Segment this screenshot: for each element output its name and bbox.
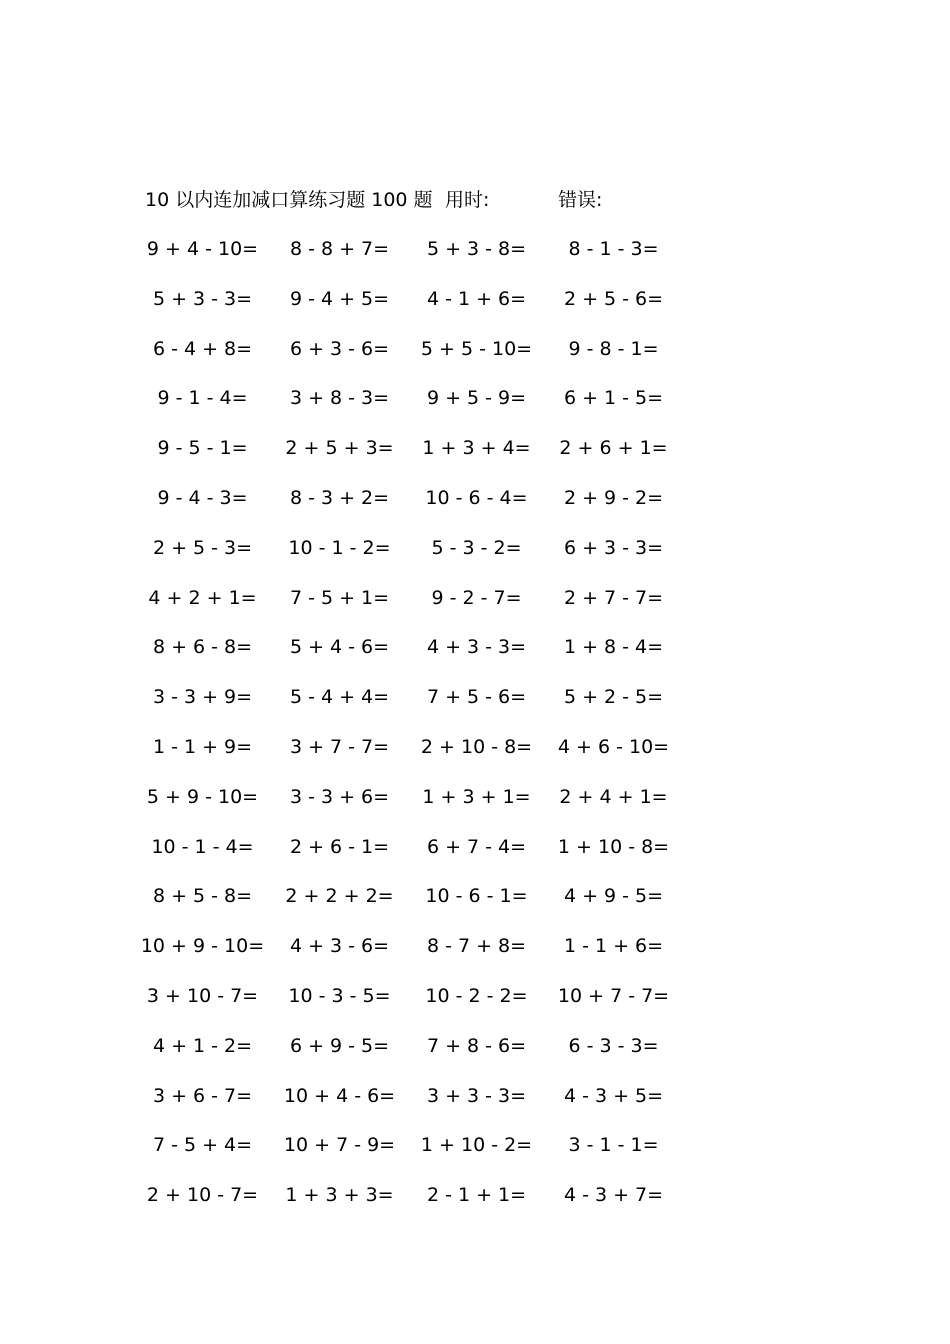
- problem-item: 3 - 1 - 1=: [568, 1134, 659, 1157]
- problem-item: 1 + 10 - 8=: [557, 835, 670, 858]
- problem-item: 3 + 10 - 7=: [146, 984, 259, 1007]
- problem-item: 4 - 3 + 7=: [563, 1184, 664, 1207]
- problem-item: 2 + 7 - 7=: [563, 586, 664, 609]
- problem-item: 1 + 3 + 3=: [285, 1184, 394, 1207]
- problem-item: 5 + 5 - 10=: [420, 337, 533, 360]
- problem-row: [140, 634, 740, 684]
- problem-item: 2 + 5 - 3=: [152, 536, 253, 559]
- problem-item: 9 - 4 + 5=: [289, 287, 390, 310]
- problem-item: 9 + 4 - 10=: [146, 238, 259, 260]
- problem-item: 6 + 3 - 3=: [563, 536, 664, 559]
- problem-item: 10 + 9 - 10=: [140, 935, 265, 958]
- problem-item: 3 + 7 - 7=: [289, 735, 390, 758]
- problem-item: 6 + 1 - 5=: [563, 387, 664, 410]
- problem-item: 9 - 2 - 7=: [431, 586, 522, 609]
- problem-item: 1 + 3 + 1=: [422, 785, 531, 808]
- problem-item: 10 - 3 - 5=: [288, 984, 391, 1007]
- problem-item: 10 + 7 - 9=: [283, 1134, 396, 1157]
- problem-item: 1 + 8 - 4=: [563, 636, 664, 659]
- problem-item: 10 - 1 - 2=: [288, 536, 391, 559]
- problem-item: 2 + 5 - 6=: [563, 287, 664, 310]
- problem-item: 6 - 4 + 8=: [152, 337, 253, 360]
- error-count-label: 错误:: [558, 189, 603, 211]
- problem-item: 7 - 5 + 1=: [289, 586, 390, 609]
- problem-item: 8 - 3 + 2=: [289, 486, 390, 509]
- problem-item: 9 - 8 - 1=: [568, 337, 659, 360]
- problem-item: 5 + 3 - 3=: [152, 287, 253, 310]
- problem-item: 6 + 3 - 6=: [289, 337, 390, 360]
- problem-item: 2 + 6 - 1=: [289, 835, 390, 858]
- problem-grid: [140, 236, 740, 1232]
- problem-item: 4 + 9 - 5=: [563, 885, 664, 908]
- problem-item: 9 + 5 - 9=: [426, 387, 527, 410]
- problem-row: [140, 286, 740, 336]
- problem-item: 3 + 3 - 3=: [426, 1084, 527, 1107]
- problem-item: 4 - 1 + 6=: [426, 287, 527, 310]
- problem-item: 10 - 6 - 1=: [425, 885, 528, 908]
- problem-item: 10 + 7 - 7=: [557, 984, 670, 1007]
- problem-item: 5 + 4 - 6=: [289, 636, 390, 659]
- problem-item: 8 - 8 + 7=: [289, 238, 390, 260]
- problem-row: [140, 1182, 740, 1232]
- problem-row: [140, 1033, 740, 1083]
- problem-item: 9 - 5 - 1=: [157, 437, 248, 460]
- problem-item: 1 - 1 + 6=: [563, 935, 664, 958]
- problem-item: 5 - 3 - 2=: [431, 536, 522, 559]
- problem-item: 2 + 10 - 7=: [146, 1184, 259, 1207]
- problem-item: 4 + 3 - 3=: [426, 636, 527, 659]
- problem-item: 5 - 4 + 4=: [289, 686, 390, 709]
- problem-item: 6 - 3 - 3=: [568, 1034, 659, 1057]
- problem-item: 3 - 3 + 6=: [289, 785, 390, 808]
- problem-item: 9 - 4 - 3=: [157, 486, 248, 509]
- problem-item: 5 + 3 - 8=: [426, 238, 527, 260]
- problem-item: 5 + 2 - 5=: [563, 686, 664, 709]
- problem-item: 8 - 1 - 3=: [568, 238, 659, 260]
- problem-item: 1 + 10 - 2=: [420, 1134, 533, 1157]
- problem-row: [140, 485, 740, 535]
- problem-item: 2 + 6 + 1=: [559, 437, 668, 460]
- problem-item: 4 + 3 - 6=: [289, 935, 390, 958]
- problem-item: 7 + 5 - 6=: [426, 686, 527, 709]
- problem-item: 9 - 1 - 4=: [157, 387, 248, 410]
- problem-item: 5 + 9 - 10=: [146, 785, 259, 808]
- problem-item: 10 - 1 - 4=: [151, 835, 254, 858]
- problem-row: [140, 385, 740, 435]
- problem-item: 3 + 8 - 3=: [289, 387, 390, 410]
- problem-item: 4 + 6 - 10=: [557, 735, 670, 758]
- problem-row: [140, 236, 740, 286]
- problem-item: 4 - 3 + 5=: [563, 1084, 664, 1107]
- problem-item: 8 + 5 - 8=: [152, 885, 253, 908]
- problem-row: [140, 933, 740, 983]
- problem-item: 10 - 6 - 4=: [425, 486, 528, 509]
- worksheet-title: 10 以内连加减口算练习题 100 题: [145, 189, 433, 211]
- problem-row: [140, 435, 740, 485]
- problem-item: 2 + 2 + 2=: [285, 885, 394, 908]
- problem-row: [140, 834, 740, 884]
- problem-item: 3 - 3 + 9=: [152, 686, 253, 709]
- problem-item: 2 + 10 - 8=: [420, 735, 533, 758]
- time-used-label: 用时:: [445, 189, 490, 211]
- problem-row: [140, 784, 740, 834]
- problem-row: [140, 585, 740, 635]
- problem-row: [140, 734, 740, 784]
- problem-item: 6 + 7 - 4=: [426, 835, 527, 858]
- problem-item: 4 + 1 - 2=: [152, 1034, 253, 1057]
- problem-item: 7 - 5 + 4=: [152, 1134, 253, 1157]
- problem-item: 2 + 5 + 3=: [285, 437, 394, 460]
- problem-item: 3 + 6 - 7=: [152, 1084, 253, 1107]
- problem-item: 10 + 4 - 6=: [283, 1084, 396, 1107]
- problem-item: 7 + 8 - 6=: [426, 1034, 527, 1057]
- problem-row: [140, 1132, 740, 1182]
- problem-row: [140, 883, 740, 933]
- problem-item: 8 + 6 - 8=: [152, 636, 253, 659]
- problem-item: 4 + 2 + 1=: [148, 586, 257, 609]
- problem-row: [140, 535, 740, 585]
- problem-row: [140, 336, 740, 386]
- problem-item: 1 - 1 + 9=: [152, 735, 253, 758]
- problem-row: [140, 684, 740, 734]
- problem-item: 2 - 1 + 1=: [426, 1184, 527, 1207]
- problem-item: 2 + 9 - 2=: [563, 486, 664, 509]
- problem-item: 1 + 3 + 4=: [422, 437, 531, 460]
- problem-item: 6 + 9 - 5=: [289, 1034, 390, 1057]
- problem-item: 2 + 4 + 1=: [559, 785, 668, 808]
- problem-item: 8 - 7 + 8=: [426, 935, 527, 958]
- problem-row: [140, 1083, 740, 1133]
- problem-item: 10 - 2 - 2=: [425, 984, 528, 1007]
- problem-row: [140, 983, 740, 1033]
